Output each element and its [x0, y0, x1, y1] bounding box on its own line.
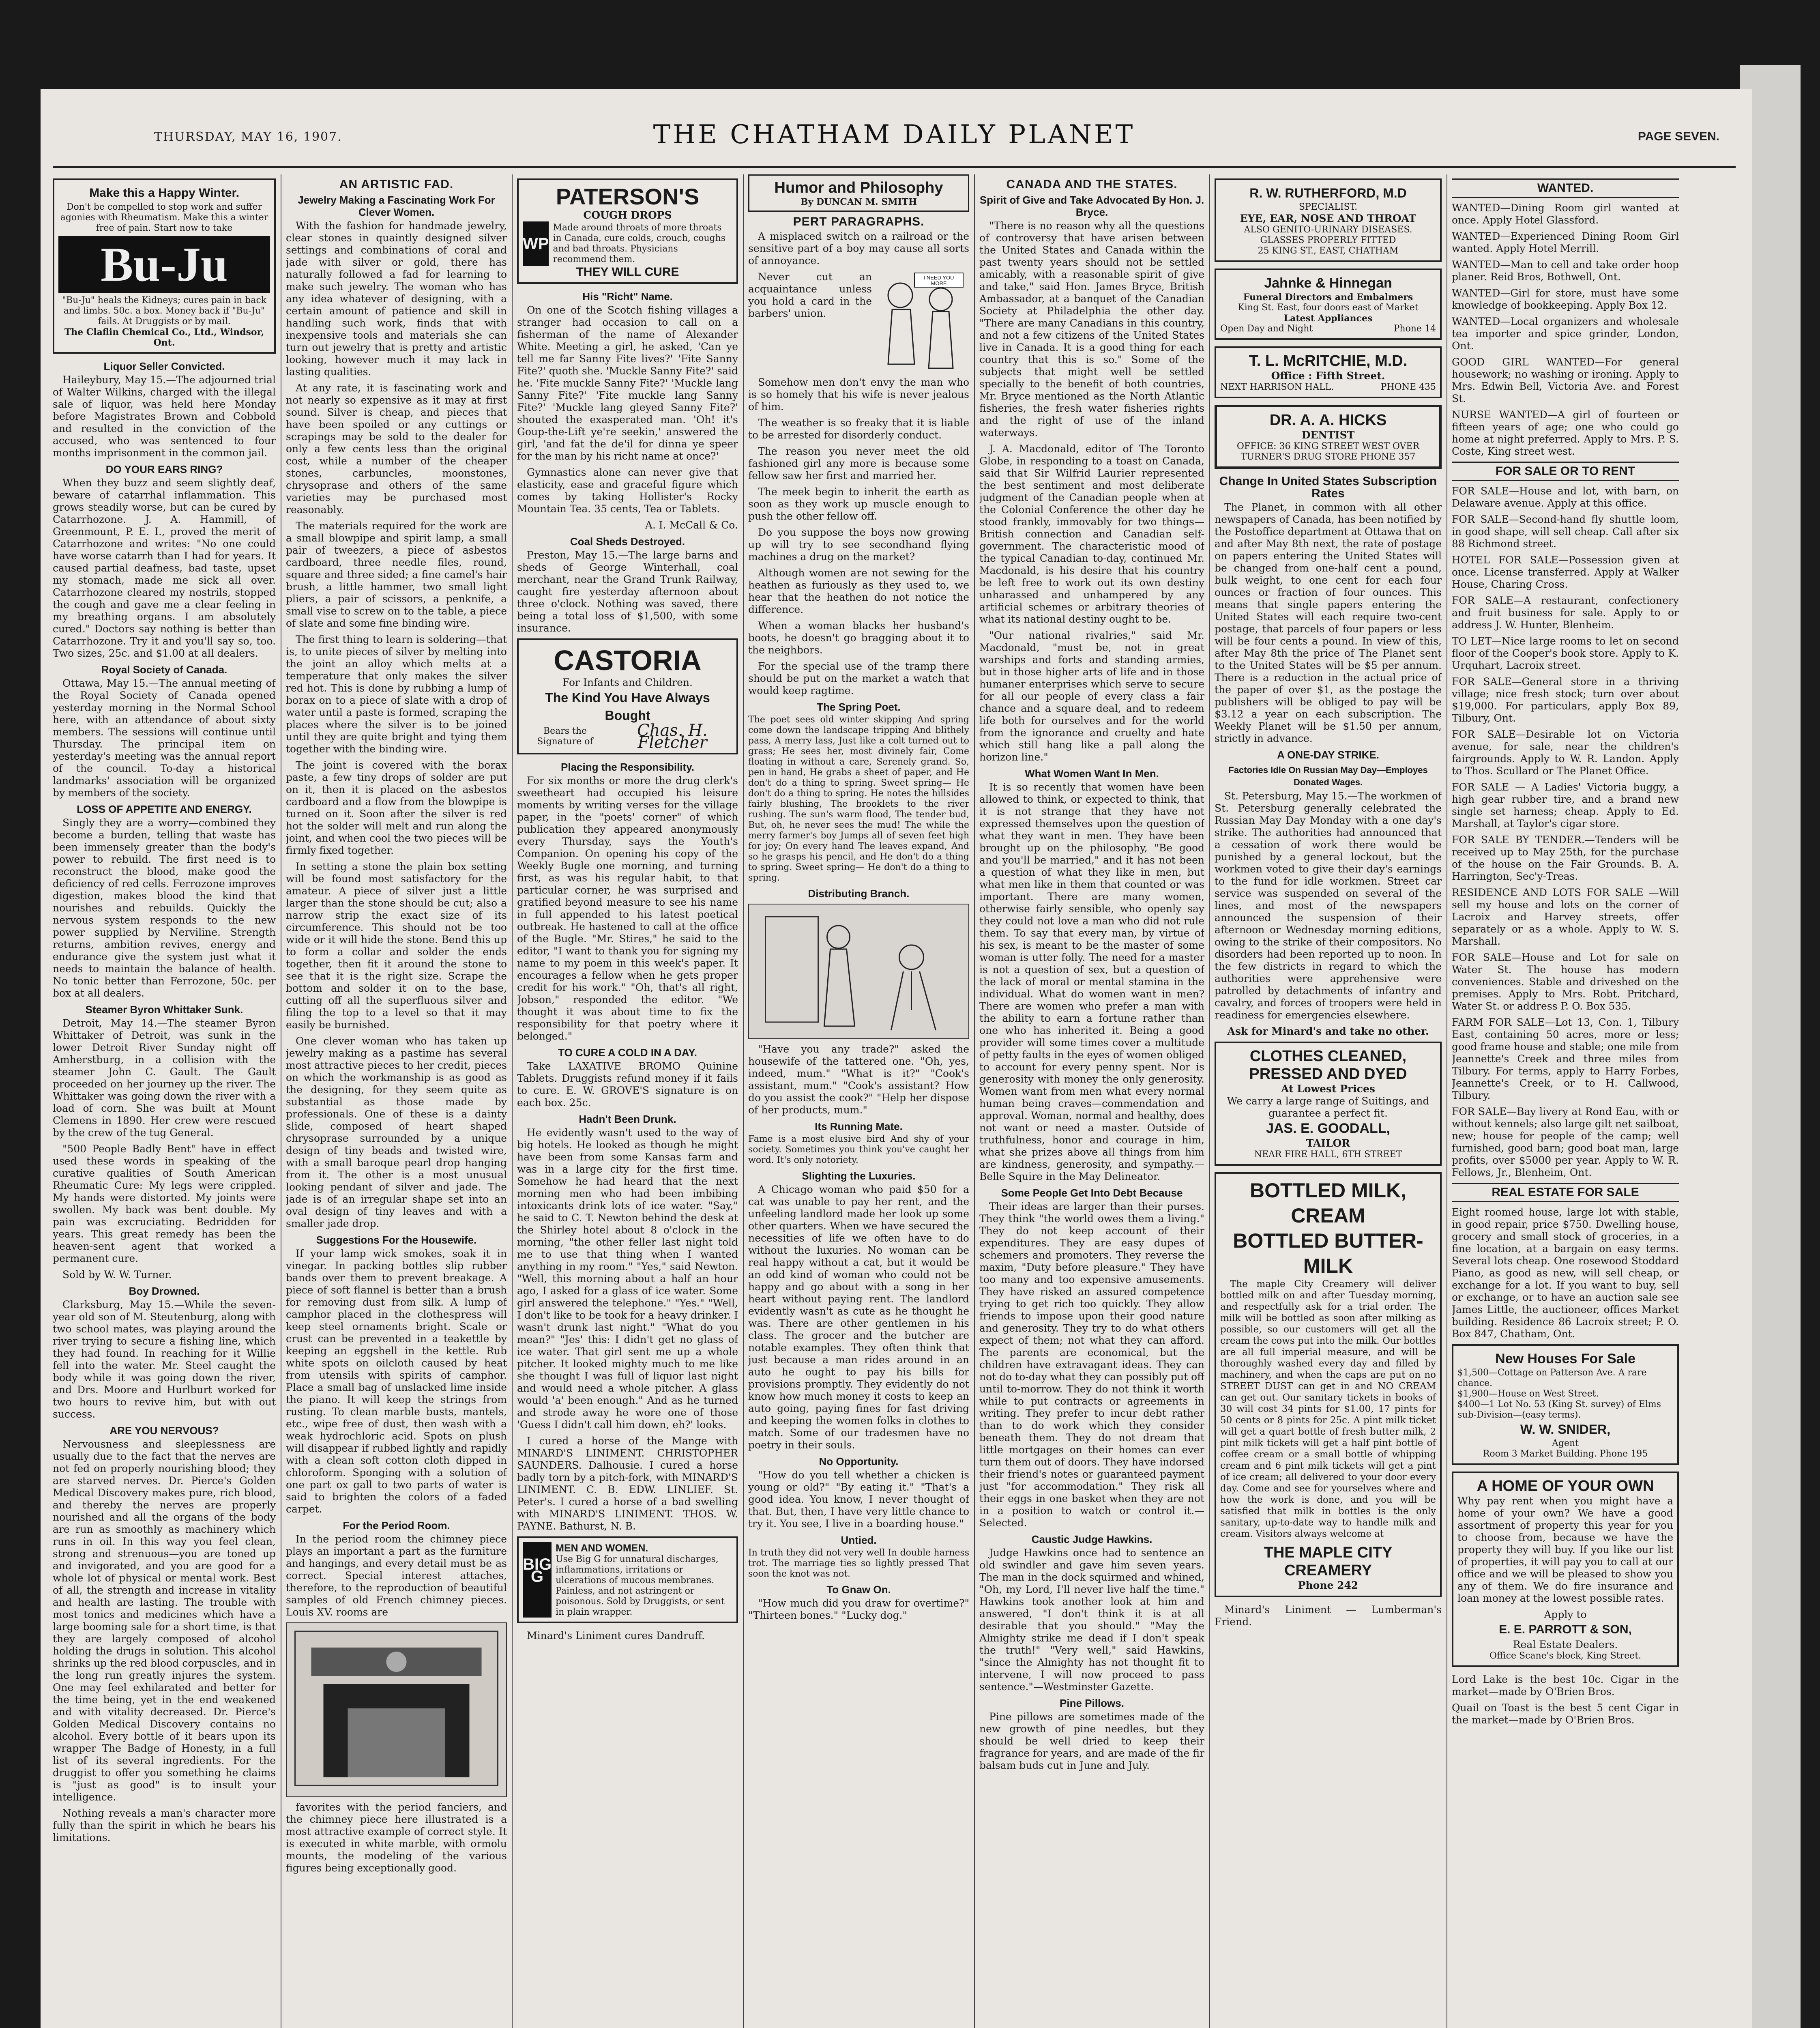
article-body: Clarksburg, May 15.—While the seven-year old son of M. Steutenburg, along with two school mates, was playing around the river trying to secure a fishing line, which they had found. In reaching for it Willie fell into the water. Mr. Steel caught the body while it was going down the river, and Drs. Moore and Hurlburt worked for two hours to revive him, but with out success.	[53, 1299, 276, 1420]
ad-body: Made around throats of more throats in Canada, cure colds, crouch, coughs and bad throats. Physicians recommend them.	[553, 223, 726, 264]
ad-headline: MEN AND WOMEN.	[556, 1542, 648, 1554]
classified-item: Lord Lake is the best 10c. Cigar in the market—made by O'Brien Bros.	[1452, 1674, 1679, 1697]
article-body: "There is no reason why all the questions of controversy that have arisen between the United States and Canada within the past twenty years should not be settled amicably, with a reasonable spirit of give and take," said Hon. James Bryce, British Ambassador, at a banquet of the Canadian Society at Philadelphia the other day. "There are many Canadians in this country, and not a few citizens of the United States live in Canada. It is a good thing for each country that this is so." Some of the subjects that might well be settled specially to the benefit of both countries, Mr. Bryce mentioned as the North Atlantic fisheries, the fresh water fisheries rights and the right of use of the inland waterways.	[979, 220, 1204, 438]
article-title: Royal Society of Canada.	[101, 664, 228, 676]
article-body: The meek begin to inherit the earth as soon as they work up muscle enough to push the other fellow off.	[748, 486, 969, 522]
article-body: The materials required for the work are a small blowpipe and spirit lamp, a small pair of tweezers, a piece of asbestos cardboard, three needle files, round, square and three sided; a fine camel's hair brush, a little hammer, two small light pliers, a pair of scissors, a penknife, a small vise to screw on to the table, a piece of slate and some fine binding wire.	[286, 520, 507, 629]
article-title: Some People Get Into Debt Because	[1001, 1187, 1183, 1199]
article-body: Gymnastics alone can never give that elasticity, ease and graceful figure which comes by taking Hollister's Rocky Mountain Tea. 35 cents, Tea or Tablets.	[517, 466, 738, 515]
page-number: PAGE SEVEN.	[1638, 130, 1719, 143]
article-body: A Chicago woman who paid $50 for a cat was unable to pay her rent, and the unfeeling landlord made her look up some other quarters. When we have secured the necessities of life we often have to do without the luxuries. No woman can be real happy without a cat, but it would be an odd kind of woman who could not be happy and go about with a song in her heart without paying rent. The landlord evidently wasn't as cute as he thought he was. There are other gentlemen in his class. The grocer and the butcher are notable examples. They often think that just because a man rides around in an auto he ought to pay his bills for provisions promptly. They evidently do not know how much money it costs to keep an auto going, paying fines for fast driving and keeping the women folks in clothes to match. Some of our tradesmen have no poetry in their souls.	[748, 1184, 969, 1451]
hicks-dentist-ad	[1215, 405, 1442, 469]
article-title: Change In United States Subscription Rates	[1219, 475, 1437, 500]
castoria-ad	[517, 638, 738, 754]
article-subtitle: Spirit of Give and Take Advocated By Hon. J. Bryce.	[979, 194, 1204, 218]
ad-line: We carry a large range of Suitings, and guarantee a perfect fit.	[1227, 1095, 1429, 1119]
classified-item: HOTEL FOR SALE—Possession given at once. License transferred. Apply at Walker House, Charing Cross.	[1452, 554, 1679, 590]
ad-headline: BOTTLED MILK, CREAM	[1249, 1179, 1407, 1227]
classified-item: FARM FOR SALE—Lot 13, Con. 1, Tilbury East, containing 50 acres, more or less; good frame house and stable; one mile from Jeannette's Creek and three miles from Tilbury. For terms, apply to Harry Forbes, Jeannette's Creek, or to H. Callwood, Tilbury.	[1452, 1016, 1679, 1101]
article-title: For the Period Room.	[343, 1519, 450, 1532]
ad-line: Office : Fifth Street.	[1271, 370, 1385, 382]
article-footer: Ask for Minard's and take no other.	[1227, 1025, 1429, 1037]
article-body: If your lamp wick smokes, soak it in vinegar. In packing bottles slip rubber bands over them to prevent breakage. A piece of soft flannel is better than a brush for removing dust from silk. A lump of camphor placed in the clothespress will keep steel ornaments bright. Scale or crust can be prevented in a teakettle by keeping an eggshell in the kettle. Rub white spots on oilcloth caused by heat from utensils with spirits of camphor. Place a small bag of unslacked lime inside the piano. It will keep the strings from rusting. To clean marble busts, mantels, etc., wipe free of dust, then wash with a weak hydrochloric acid. Spots on plush will disappear if rubbed lightly and rapidly with a clean soft cotton cloth dipped in chloroform. Sponging with a solution of one part ox gall to two parts of water is said to brighten the colors of a faded carpet.	[286, 1248, 507, 1515]
ad-body: The maple City Creamery will deliver bottled milk on and after Tuesday morning, and respectfully ask for a trial order. The milk will be bottled as soon after milking as possible, so our customers will get all the cream the cows put into the milk. Our bottles are all full imperial measure, and will be thoroughly washed every day and filled by machinery, and when the caps are put on no STREET DUST can get in and NO CREAM can get out. Our sanitary tickets in books of 30 will cost 34 pints for $1.00, 17 pints for 50 cents or 8 pints for 25c. A pint milk ticket will get a quart bottle of fresh butter milk, 2 pint milk tickets will get a half pint bottle of coffee cream or a small bottle of whipping cream and 6 pint milk tickets will get a pint of ice cream; all delivered to your door every day. Come and see for yourselves where and how the work is done, and you will be satisfied that milk in bottles is the only sanitary, up-to-date way to handle milk and cream. Visitors always welcome at	[1220, 1279, 1436, 1539]
classified-item: FOR SALE—House and Lot for sale on Water St. The house has modern conveniences. Stable and driveshed on the premises. Apply to Mrs. Robt. Pritchard, Water St. or address P. O. Box 535.	[1452, 952, 1679, 1012]
article-title: Steamer Byron Whittaker Sunk.	[85, 1003, 243, 1016]
article-subtitle: Factories Idle On Russian May Day—Employes Donated Wages.	[1228, 765, 1428, 787]
classified-item: FOR SALE—Desirable lot on Victoria avenue, for sale, near the children's fairgrounds. Apply to W. R. Landon. Apply to Thos. Scullard or The Planet Office.	[1452, 728, 1679, 777]
article-title: Placing the Responsibility.	[561, 761, 694, 773]
article-body: The reason you never meet the old fashioned girl any more is because some fellow saw her first and married her.	[748, 445, 969, 481]
classified-heading: REAL ESTATE FOR SALE	[1452, 1183, 1679, 1202]
ad-headline: New Houses For Sale	[1495, 1351, 1635, 1366]
column-1	[53, 174, 276, 2028]
tramp-drawing	[749, 904, 968, 1038]
ad-subtitle: For Infants and Children.	[562, 677, 693, 688]
article-body: The Planet, in common with all other newspapers of Canada, has been notified by the Postoffice department at Ottawa that on and after May 8th next, the rate of postage on papers entering the United States will be changed from one-half cent a pound, bulk weight, to one cent for each four ounces or fraction of four ounces. This means that single papers entering the United States will each require two-cent postage, that parcels of four papers or less will be four cents a pound. In view of this, after May 8th the price of The Planet sent to the United States will be $5 per annum. There is a reduction in the actual price of the paper of over $1, as the postage the publishers will be obliged to pay will be $3.12 a year on each subscription. The Weekly Planet will be $1.50 per annum, strictly in advance.	[1215, 501, 1442, 744]
article-title: LOSS OF APPETITE AND ENERGY.	[77, 803, 252, 815]
article-body: In the period room the chimney piece plays an important a part as the furniture and hangings, and every detail must be as correct. Special interest attaches, therefore, to the reproduction of beautiful samples of old French chimney pieces. Louis XV. rooms are	[286, 1533, 507, 1618]
article-body: Nothing reveals a man's character more fully than the spirit in which he bears his limitations.	[53, 1807, 276, 1843]
article-body: "Our national rivalries," said Mr. Macdonald, "must be, not in great warships and forts and standing armies, but in those higher arts of life and in those humaner enterprises which serve to secure for all our people of every class a fair chance and a square deal, and to redeem life both for ourselves and for the world from the ignorance and cruelty and hate which still hang like a pall along the horizon line."	[979, 629, 1204, 763]
article-body: It is so recently that women have been allowed to think, or expected to think, that it is not strange that they have not expressed themselves upon the question of what they want in men. They have been brought up on the philosophy, "Be good and you'll be married," and it has not been a question of what they like in men, but what men like in them that counted or was important. There are many women, otherwise fairly sensible, who openly say they could not love a man who did not rule them. To say that every man, by virtue of his sex, is meant to be the master of some woman is utter folly. The need for a master is not a question of sex, but a question of the lack of moral or mental stamina in the individual. What do women want in men? There are women who prefer a man with the ability to earn a fortune rather than one who has inherited it. Being a good provider will some times cover a multitude of petty faults in the eyes of women obliged to account for every penny spent. Nor is generosity with money the only generosity. Women want from men what every normal human being craves—commendation and approval. Woman, normal and healthy, does not want or need a master. Outside of truthfulness, honor and courage in him, what she prizes above all things from him are kindness, generosity, and sympathy.—Belle Squire in the May Delineator.	[979, 781, 1204, 1182]
classified-heading: FOR SALE OR TO RENT	[1452, 462, 1679, 481]
article-title: No Opportunity.	[819, 1455, 899, 1467]
section-title: Humor and Philosophy	[774, 179, 943, 196]
column-5	[979, 174, 1204, 2028]
article-title: TO CURE A COLD IN A DAY.	[558, 1046, 697, 1059]
ad-headline: CLOTHES CLEANED,	[1249, 1048, 1407, 1065]
ad-line: DENTIST	[1301, 429, 1355, 441]
ad-name: JAS. E. GOODALL,	[1266, 1121, 1391, 1136]
ad-line: ALSO GENITO-URINARY DISEASES.	[1244, 225, 1412, 235]
humor-header-box	[748, 174, 969, 212]
classified-item: TO LET—Nice large rooms to let on second floor of the Cooper's book store. Apply to K. Urquhart, Lacroix street.	[1452, 635, 1679, 671]
mcritchie-ad	[1215, 346, 1442, 398]
new-houses-ad	[1452, 1344, 1679, 1465]
ad-line: 25 KING ST., EAST, CHATHAM	[1258, 246, 1399, 256]
ad-line: $400—1 Lot No. 53 (King St. survey) of Elms sub-Division—(easy terms).	[1457, 1399, 1661, 1420]
classified-item: WANTED—Girl for store, must have some knowledge of bookkeeping. Apply Box 12.	[1452, 287, 1679, 311]
ad-line: NEAR FIRE HALL, 6TH STREET	[1254, 1149, 1402, 1160]
article-body: Their ideas are larger than their purses. They think "the world owes them a living." They do not keep account of their expenditures. They are easy dupes of schemers and promoters. They reverse the maxim, "Duty before pleasure." They have too many and too expensive amusements. They have risked an assured competence trying to get rich too quickly. They allow friends to impose upon their good nature and generosity. They try to do what others expect of them; not what they can afford. The parents are economical, but the children have extravagant ideas. They can not do to-day what they can possibly put off until to-morrow. They do not think it worth while to put contracts or agreements in writing. They prefer to incur debt rather than to do work which they consider beneath them. They do not dream that little mortgages on their homes can ever turn them out of doors. They have indorsed their friend's notes or guaranteed payment just "for accommodation." They risk all their eggs in one basket when they are not in a position to watch or control it.—Selected.	[979, 1201, 1204, 1529]
column-4	[748, 174, 969, 2028]
article-title: Boy Drowned.	[129, 1285, 200, 1297]
article-body: favorites with the period fanciers, and the chimney piece here illustrated is a most attractive example of correct style. It is executed in white marble, with ormolu mounts, the modeling of the various figures being exceptionally good.	[286, 1801, 507, 1874]
ad-phone: Phone 242	[1298, 1579, 1359, 1591]
classified-item: WANTED—Man to cell and take order hoop planer. Reid Bros, Bothwell, Ont.	[1452, 259, 1679, 283]
ad-headline: Make this a Happy Winter.	[89, 186, 239, 200]
ad-line: King St. East, four doors east of Market	[1238, 303, 1419, 313]
ad-body: Why pay rent when you might have a home of your own? We have a good assortment of property this year for you to choose from, because we have the property they will buy. If you like our list of properties, it will pay you to call at our office and we will be pleased to show you any of them. We do fire insurance and loan money at the lowest possible rates.	[1457, 1495, 1673, 1604]
ad-phone: Phone 14	[1393, 324, 1436, 334]
column-rule	[512, 174, 513, 2028]
article-body: At any rate, it is fascinating work and not nearly so expensive as it may at first sound. Silver is cheap, and pieces that have been spoiled or any cuttings or scrapings may be sold to the dealer for only a few cents less than the original cost, while a number of the cheaper stones, carbuncles, moonstones, chrysoprase and others of the same varieties may be purchased most reasonably.	[286, 382, 507, 516]
poem-body: Fame is a most elusive bird And shy of your society. Sometimes you think you've caught her word. It's only notoriety.	[748, 1134, 969, 1165]
classified-item: FOR SALE BY TENDER.—Tenders will be received up to May 25th, for the purchase of the house on the Fair Grounds. B. A. Harrington, Sec'y-Treas.	[1452, 834, 1679, 882]
article-title: DO YOUR EARS RING?	[105, 463, 223, 475]
chimney-piece-illustration	[286, 1622, 507, 1797]
article-body: Although women are not sewing for the heathen as furiously as they used to, we hear that the heathen do not notice the difference.	[748, 567, 969, 615]
ad-line: NEXT HARRISON HALL.	[1220, 382, 1334, 392]
ad-phone: PHONE 435	[1380, 382, 1436, 392]
classified-item: GOOD GIRL WANTED—For general housework; no washing or ironing. Apply to Mrs. Edwin Bell, Victoria Ave. and Forest St.	[1452, 356, 1679, 404]
column-3	[517, 174, 738, 2028]
article-body: "How do you tell whether a chicken is young or old?" "By eating it." "That's a good idea. You know, I never thought of that. But, then, I have very little chance to try it. You see, I live in a boarding house."	[748, 1469, 969, 1530]
article-body: Haileybury, May 15.—The adjourned trial of Walter Wilkins, charged with the illegal sale of liquor, was held here Monday before Magistrates Brown and Cobbold and resulted in the conviction of the accused, who was sentenced to four months imprisonment in the common jail.	[53, 374, 276, 459]
ad-line: Latest Appliances	[1283, 313, 1373, 324]
cartoon-couple-illustration	[876, 271, 969, 376]
ad-line: Room 3 Market Building. Phone 195	[1483, 1449, 1648, 1459]
ad-headline: A HOME OF YOUR OWN	[1477, 1478, 1654, 1495]
ad-headline: BOTTLED BUTTER-MILK	[1233, 1229, 1423, 1277]
article-title: Suggestions For the Housewife.	[316, 1234, 477, 1246]
ad-subtitle: COUGH DROPS	[583, 209, 672, 221]
article-body: Take LAXATIVE BROMO Quinine Tablets. Druggists refund money if it fails to cure. E. W. GROVE'S signature is on each box. 25c.	[517, 1060, 738, 1109]
classified-item: Eight roomed house, large lot with stable, in good repair, price $750. Dwelling house, grocery and small stock of groceries, in a fine location, at a bargain on easy terms. Several lots cheap. One rosewood Stoddard Piano, as good as new, will sell cheap, or exchange for a lot. If you want to buy, sell or exchange, or to have an auction sale see James Little, the auctioneer, offices Market building. Residence 86 Lacroix street; P. O. Box 847, Chatham, Ont.	[1452, 1206, 1679, 1340]
article-title: His "Richt" Name.	[582, 290, 673, 303]
big-g-ad	[517, 1536, 738, 1623]
ad-footer: "Bu-Ju" heals the Kidneys; cures pain in back and limbs. 50c. a box. Money back if "Bu-Ju" fails. At Druggists or by mail.	[62, 295, 267, 327]
ad-line: $1,900—House on West Street.	[1457, 1389, 1599, 1399]
article-title: To Gnaw On.	[826, 1583, 891, 1596]
classified-heading: WANTED.	[1452, 178, 1679, 198]
article-body: For six months or more the drug clerk's sweetheart had occupied his leisure moments by writing verses for the village paper, in the "poets' corner" of which publication they appeared anonymously every Thursday, says the Youth's Companion. On opening his copy of the Weekly Bugle one morning, and turning first, as was his regular habit, to that particular corner, he was surprised and gratified beyond measure to see his name in full appended to his latest poetical outbreak. He hastened to call at the office of the Bugle. "Mr. Stires," he said to the editor, "I want to thank you for signing my name to my poem in this week's paper. It encourages a fellow when he gets proper credit for his work." "Oh, that's all right, Jobson," responded the editor. "We thought it was about time to fix the responsibility for that poetry where it belonged."	[517, 775, 738, 1042]
classified-item: WANTED—Experienced Dining Room Girl wanted. Apply Hotel Merrill.	[1452, 230, 1679, 254]
article-body: When a woman blacks her husband's boots, he doesn't go bragging about it to the neighbors.	[748, 620, 969, 656]
poem-title: Untied.	[841, 1534, 877, 1546]
article-title: Slighting the Luxuries.	[802, 1170, 916, 1182]
ad-tagline: THEY WILL CURE	[576, 265, 679, 279]
classified-item: NURSE WANTED—A girl of fourteen or fifteen years of age; one who could go home at night preferred. Apply to Mrs. P. S. Coste, King street west.	[1452, 409, 1679, 457]
article-title: CANADA AND THE STATES.	[1006, 178, 1178, 191]
ad-brand: PATERSON'S	[556, 184, 700, 209]
article-body: When they buzz and seem slightly deaf, beware of catarrhal inflammation. This grows steadily worse, but can be cured by Catarrhozone. J. A. Hammill, of Greenmount, P. E. I., proved the merit of Catarrhozone and writes: "No one could have worse catarrh than I had for years. It caused partial deafness, bad taste, upset my stomach, made me sick all over. Catarrhozone cleared my nostrils, stopped the cough and gave me a clear feeling in my breathing organs. I am absolutely cured." Doctors say nothing is better than Catarrhozone. Try it and you'll say so, too. Two sizes, 25c. and $1.00 at all dealers.	[53, 477, 276, 659]
ad-line: Office Scane's block, King Street.	[1489, 1651, 1642, 1661]
article-title: What Women Want In Men.	[1025, 767, 1159, 780]
rutherford-ad	[1215, 178, 1442, 262]
wanted-list	[1452, 202, 1679, 458]
article-title: Liquor Seller Convicted.	[103, 360, 225, 372]
article-body: The weather is so freaky that it is liable to be arrested for disorderly conduct.	[748, 417, 969, 441]
classified-item: FOR SALE—General store in a thriving village; nice fresh stock; turn over about $19,000. For particulars, apply Box 89, Tilbury, Ont.	[1452, 676, 1679, 724]
ad-name: DR. A. A. HICKS	[1269, 412, 1387, 429]
ad-note: Bears the Signature of	[537, 726, 593, 747]
article-body: Somehow men don't envy the man who is so homely that his wife is never jealous of him.	[748, 376, 969, 412]
article-body: Ottawa, May 15.—The annual meeting of the Royal Society of Canada opened yesterday morning in the Normal School here, with an attendance of about sixty members. The sessions will continue until Thursday. The principal item on yesterday's meeting was the annual report of the council. To-day a historical landmarks' association will be organized by members of the society.	[53, 677, 276, 799]
column-rule	[974, 174, 975, 2028]
fletcher-signature: Chas. H. Fletcher	[637, 721, 708, 752]
classified-item: FOR SALE — A Ladies' Victoria buggy, a high gear rubber tire, and a brand new single set harness; cheap. Apply to Ed. Marshall, at Taylor's cigar store.	[1452, 781, 1679, 829]
poem-title: Its Running Mate.	[815, 1120, 903, 1132]
classified-item: Quail on Toast is the best 5 cent Cigar in the market—made by O'Brien Bros.	[1452, 1702, 1679, 1726]
ad-line: At Lowest Prices	[1281, 1083, 1375, 1095]
classified-item: FOR SALE—Bay livery at Rond Eau, with or without kennels; also large gilt net sailboat, new; house for people of the camp; well furnished, good barn; good boat man, large profits, over $5000 per year. Apply to W. R. Fellows, Jr., Blenheim, Ont.	[1452, 1106, 1679, 1178]
article-body: J. A. Macdonald, editor of The Toronto Globe, in responding to a toast on Canada, said that Sir Wilfrid Laurier represented the best sentiment and most deliberate judgment of the Canadian people when at the Colonial Conference the other day he stood frankly, immovably for two things—British connection and Canadian self-government. The characteristic mood of the typical Canadian to-day, continued Mr. Macdonald, is his desire that his country be left free to work out its own destiny unharassed and unhampered by any artificial schemes or arbitrary theories of what its national destiny ought to be.	[979, 443, 1204, 625]
article-signature: A. I. McCall & Co.	[645, 519, 738, 531]
article-body: "How much did you draw for overtime?" "Thirteen bones." "Lucky dog."	[748, 1597, 969, 1621]
ad-name: THE MAPLE CITY CREAMERY	[1264, 1544, 1393, 1579]
goodall-tailor-ad	[1215, 1042, 1442, 1166]
article-body: A misplaced switch on a railroad or the sensitive part of a boy may cause all sorts of annoyance.	[748, 230, 969, 266]
ad-line: Real Estate Dealers.	[1513, 1639, 1618, 1650]
article-title: ARE YOU NERVOUS?	[109, 1424, 219, 1437]
classified-item: FOR SALE—A restaurant, confectionery and fruit business for sale. Apply to or address J. W. Hunter, Blenheim.	[1452, 595, 1679, 631]
article-title: Distributing Branch.	[808, 887, 910, 900]
article-footer: Sold by W. W. Turner.	[62, 1269, 172, 1280]
classified-item: FOR SALE—House and lot, with barn, on Delaware avenue. Apply at this office.	[1452, 485, 1679, 509]
poem-body: In truth they did not very well In double harness trot. The marriage ties so lightly pressed That soon the knot was not.	[748, 1548, 969, 1579]
ad-line: Funeral Directors and Embalmers	[1243, 292, 1413, 303]
article-body: The first thing to learn is soldering—that is, to unite pieces of silver by melting into the joint an alloy which melts at a temperature that only makes the silver red hot. This is done by rubbing a lump of borax on to a piece of slate with a drop of water until a paste is formed, scraping the places where the silver is to be joined until they are quite bright and tying them together with the binding wire.	[286, 634, 507, 755]
ad-name: T. L. McRITCHIE, M.D.	[1249, 352, 1408, 370]
ad-body: Don't be compelled to stop work and suffer agonies with Rheumatism. Make this a winter free of pain. Start now to take	[60, 202, 268, 233]
classified-item: RESIDENCE AND LOTS FOR SALE —Will sell my house and lots on the corner of Lacroix and Harvey streets, offer separately or as a whole. Apply to W. S. Marshall.	[1452, 887, 1679, 947]
article-title: A ONE-DAY STRIKE.	[1277, 749, 1379, 761]
ad-line: TAILOR	[1306, 1137, 1350, 1149]
patersons-ad	[517, 178, 738, 284]
classified-item: FOR SALE—Second-hand fly shuttle loom, in good shape, will sell cheap. Call after six 88 Richmond street.	[1452, 513, 1679, 550]
article-body: "Have you any trade?" asked the housewife of the tattered one. "Oh, yes, indeed, mum." "What is it?" "Cook's assistant, mum." "Cook's assistant? How do you assist the cook?" "Help her dispose of her products, mum."	[748, 1043, 969, 1116]
issue-date: THURSDAY, MAY 16, 1907.	[154, 130, 342, 144]
cartoon-drawing	[876, 271, 969, 376]
ad-headline: PRESSED AND DYED	[1249, 1066, 1407, 1083]
masthead	[53, 97, 1736, 168]
article-body: Singly they are a worry—combined they become a burden, telling that waste has been immensely greater than the body's power to rebuild. The first need is to reconstruct the blood, make good the deficiency of red cells. Ferrozone improves digestion, makes blood the kind that nourishes and rebuilds. Quickly the nervous system responds to the new power supplied by Nerviline. Strength returns, ambition revives, energy and endurance give the system just what it needs to maintain the balance of health. No tonic better than Ferrozone, 50c. per box at all dealers.	[53, 817, 276, 999]
article-title: PERT PARAGRAPHS.	[793, 215, 925, 228]
ad-line: Apply to	[1544, 1609, 1587, 1620]
wp-logo: WP	[523, 221, 549, 266]
article-body: For the special use of the tramp there should be put on the market a watch that would keep ragtime.	[748, 660, 969, 696]
article-body: Do you suppose the boys now growing up will try to see secondhand flying machines a drug on the market?	[748, 526, 969, 563]
ad-brand: Bu-Ju	[58, 236, 270, 293]
ad-line: GLASSES PROPERLY FITTED	[1260, 235, 1396, 245]
article-footer: Minard's Liniment — Lumberman's Friend.	[1215, 1604, 1442, 1628]
poem-title: The Spring Poet.	[817, 701, 901, 713]
classified-item: WANTED—Local organizers and wholesale tea importer and spice grinder, London, Ont.	[1452, 316, 1679, 352]
bu-ju-ad	[53, 178, 276, 354]
ad-name: Jahnke & Hinnegan	[1264, 275, 1392, 291]
article-body: Never cut an acquaintance unless you hold a card in the barbers' union.	[748, 271, 872, 319]
jahnke-hinnegan-ad	[1215, 269, 1442, 340]
article-title: Pine Pillows.	[1060, 1697, 1124, 1709]
article-title: AN ARTISTIC FAD.	[339, 178, 454, 191]
article-body: "500 People Badly Bent" have in effect used these words in speaking of the curative qualities of South American Rheumatic Cure: My legs were crippled. My hands were distorted. My joints were swollen. My back was bent double. My pain was excruciating. Bedridden for years. This great remedy has been the heaven-sent agent that worked a permanent cure.	[53, 1143, 276, 1264]
article-subtitle: Jewelry Making a Fascinating Work For Clever Women.	[298, 194, 495, 218]
newspaper-title: THE CHATHAM DAILY PLANET	[653, 120, 1135, 150]
column-rule	[1209, 174, 1210, 2028]
ad-brand: CASTORIA	[554, 644, 702, 676]
ad-line: $1,500—Cottage on Patterson Ave. A rare chance.	[1457, 1368, 1647, 1388]
ad-name: W. W. SNIDER,	[1520, 1422, 1611, 1437]
article-body: I cured a horse of the Mange with MINARD'S LINIMENT. CHRISTOPHER SAUNDERS. Dalhousie. I cured a horse badly torn by a pitch-fork, with MINARD'S LINIMENT. C. B. EDW. LINLIEF. St. Peter's. I cured a horse of a bad swelling with MINARD'S LINIMENT. THOS. W. PAYNE. Bathurst, N. B.	[517, 1435, 738, 1532]
ad-line: Agent	[1552, 1438, 1579, 1448]
column-2	[286, 174, 507, 2028]
big-g-logo: BIG G	[523, 1542, 552, 1618]
article-body: In setting a stone the plain box setting will be found most satisfactory for the amateur. A piece of silver just a little larger than the stone should be cut; also a narrow strip the exact size of its circumference. This should not be too wide or it will hide the stone. Bend this up to form a collar and solder the ends together, then fit it around the stone to see that it is the right size. Scrape the bottom and solder it on to the base, cutting off all the superfluous silver and filing the top to a level so that it may easily be burnished.	[286, 861, 507, 1031]
poem-body: The poet sees old winter skipping And spring come down the landscape tripping And blithely pass, A merry lass, Just like a colt turned out to grass; He sees her, most divinely fair, Come floating in without a care, Serenely grand. So, pen in hand, He grabs a sheet of paper, and He don't do a thing to spring. Sweet spring— He don't do a thing to spring. He notes the hillsides fairly blushing, The brooklets to the river rushing. The sun's warm flood, The tender bud, But, oh, he never sees the mud! The while the merry farmer's boy Jumps all of seven feet high for joy; On every hand The leaves expand, And so he grasps his pencil, and He don't do a thing to spring. Sweet spring— He don't do a thing to spring.	[748, 715, 969, 883]
article-body: With the fashion for handmade jewelry, clear stones in quaintly designed silver settings and combinations of coral and jade with silver or gold, there has naturally followed a fad for learning to make such jewelry. The woman who has any idea whatever of designing, with a certain amount of patience and skill in handling such work, finds that with inexpensive tools and materials she can turn out jewelry that is pretty and artistic looking, however much it may lack in lasting qualities.	[286, 220, 507, 378]
article-body: St. Petersburg, May 15.—The workmen of St. Petersburg generally celebrated the Russian May Day Monday with a one day's strike. The authorities had announced that a cessation of work there would be punished by a general lockout, but the workmen voted to give their day's earnings to the fund for idle workmen. Street car service was suspended on several of the lines, and most of the newspapers announced the suspension of their afternoon or Wednesday morning editions, owing to the strike of their compositors. No disorders had been reported up to noon. In the few districts in regard to which the authorities were apprehensive were patrolled by detachments of infantry and cavalry, and forces of troopers were held in readiness for emergencies elsewhere.	[1215, 790, 1442, 1021]
home-of-your-own-ad	[1452, 1472, 1679, 1667]
tramp-housewife-illustration	[748, 904, 969, 1039]
article-title: Coal Sheds Destroyed.	[570, 535, 685, 548]
article-body: One clever woman who has taken up jewelry making as a pastime has several most attractive pieces to her credit, pieces on which the workmanship is as good as the designing, for they seem quite as substantial as those made by professionals. One of these is a dainty slide, composed of heart shaped chrysoprase surrounded by a unique design of tiny beads and twisted wire, with a small baroque pearl drop hanging from it. The other is a most unusual looking pendant of silver and jade. The jade is of an irregular shape set into an oval design of tiny leaves and with a smaller jade drop.	[286, 1035, 507, 1229]
chimney-piece-drawing	[287, 1623, 506, 1794]
article-body: Pine pillows are sometimes made of the new growth of pine needles, but they should be well dried to keep their fragrance for years, and are made of the fir balsam buds cut in June and July.	[979, 1711, 1204, 1771]
article-body: Preston, May 15.—The large barns and sheds of George Winterhall, coal merchant, near the Grand Trunk Railway, caught fire yesterday afternoon about three o'clock. Nothing was saved, there being a total loss of $1,500, with some insurance.	[517, 549, 738, 634]
ad-company: The Claflin Chemical Co., Ltd., Windsor, Ont.	[64, 327, 264, 348]
ad-line: Open Day and Night	[1220, 324, 1313, 334]
article-body: He evidently wasn't used to the way of big hotels. He looked as though he might have been from some Kansas farm and was in a large city for the first time. Somehow he had heard that the next morning men who had been imbibing intoxicants drink lots of ice water. "Say," he said to C. T. Newton behind the desk at the Shirley hotel about 8 o'clock in the morning, "the other feller last night told me to use that thing when I wanted anything in my room." "Yes," said Newton. "Well, this morning about a half an hour ago, I asked for a glass of ice water. Some girl answered the telephone." "Yes." "Well, I don't like to be took for a heavy drinker. I wasn't drunk last night." "What do you mean?" "Jes' this: I didn't get no glass of ice water. That girl sent me up a whole pitcher. It looked mighty much to me like she thought I was full of liquor last night and would need a whole pitcher. A glass would 'a' been enough." And as he turned and strode away he wore one of those 'Guess I didn't call him down, eh?' looks.	[517, 1127, 738, 1431]
cartoon-speech: I NEED YOU MORE	[923, 275, 954, 286]
article-body: Minard's Liniment cures Dandruff.	[527, 1630, 705, 1641]
article-title: Hadn't Been Drunk.	[579, 1113, 676, 1125]
ad-tagline: The Kind You Have Always Bought	[545, 690, 710, 723]
column-6	[1215, 174, 1442, 2028]
article-title: Caustic Judge Hawkins.	[1031, 1533, 1153, 1545]
ad-line: SPECIALIST.	[1298, 202, 1358, 212]
column-rule	[743, 174, 744, 2028]
ad-name: E. E. PARROTT & SON,	[1499, 1623, 1632, 1636]
article-body: The joint is covered with the borax paste, a few tiny drops of solder are put on it, then it is placed on the asbestos cardboard and a flow from the blowpipe is turned on it. Soon after the silver is red hot the solder will melt and run along the joint, and when cool the two pieces will be firmly fixed together.	[286, 759, 507, 856]
ad-body: Use Big G for unnatural discharges, inflammations, irritations or ulcerations of mucous membranes. Painless, and not astringent or poisonous. Sold by Druggists, or sent in plain wrapper.	[556, 1554, 725, 1617]
article-body: Detroit, May 14.—The steamer Byron Whittaker of Detroit, was sunk in the lower Detroit River Sunday night off Amherstburg, in a collision with the steamer John C. Gault. The Gault proceeded on her journey up the river. The Whittaker was going down the river with a load of corn. She was built at Mount Clemens in 1890. Her crew were rescued by the crew of the tug General.	[53, 1017, 276, 1139]
ad-line: EYE, EAR, NOSE AND THROAT	[1240, 213, 1417, 224]
byline: By DUNCAN M. SMITH	[800, 197, 917, 207]
maple-city-creamery-ad	[1215, 1172, 1442, 1597]
ad-name: R. W. RUTHERFORD, M.D	[1249, 186, 1407, 200]
classified-item: WANTED—Dining Room girl wanted at once. Apply Hotel Glassford.	[1452, 202, 1679, 226]
article-body: Nervousness and sleeplessness are usually due to the fact that the nerves are not fed on properly nourishing blood; they are starved nerves. Dr. Pierce's Golden Medical Discovery makes pure, rich blood, and thereby the nerves are properly nourished and all the organs of the body are run as smoothly as machinery which runs in oil. In this way you feel clean, strong and strenuous—you are toned up and invigorated, and you are good for a whole lot of physical or mental work. Best of all, the strength and increase in vitality and health are lasting. The trouble with most tonics and medicines which have a large booming sale for a short time, is that they are largely composed of alcohol holding the drugs in solution. This alcohol shrinks up the red blood corpuscles, and in the long run greatly injures the system. One may feel exhilarated and better for the time being, yet in the end weakened and with vitality decreased. Dr. Pierce's Golden Medical Discovery contains no alcohol. Every bottle of it bears upon its wrapper The Badge of Honesty, in a full list of its several ingredients. For the druggist to offer you something he claims is "just as good" is to insult your intelligence.	[53, 1438, 276, 1803]
article-body: Judge Hawkins once had to sentence an old swindler and gave him seven years. The man in the dock squirmed and whined, "Oh, my Lord, I'll never live half the time." Hawkins took another look at him and answered, "I don't think it is at all desirable that you should." "May the Almighty strike me dead if I don't speak the truth!" "Very well," said Hawkins, "since the Almighty has not thought fit to intervene, I will now proceed to pass sentence."—Westminster Gazette.	[979, 1547, 1204, 1693]
column-7	[1452, 174, 1679, 2028]
article-body: On one of the Scotch fishing villages a stranger had occasion to call on a fisherman of the name of Alexander White. Meeting a girl, he asked, 'Can ye tell me far Sanny Fite lives?' 'Fite Sanny Fite?' quoth she. 'Muckle Sanny Fite?' said he. 'Fite muckle Sanny Fite?' 'Muckle lang Sanny Fite?' 'Fite muckle lang Sanny Fite?' 'Muckle lang gleyed Sanny Fite?' shouted the exasperated man. 'Oh! it's Goup-the-Lift ye're seekin,' answered the girl, 'and fat the de'il for dinna ye speer for the man by his richt name at once?'	[517, 304, 738, 462]
ad-line: OFFICE: 36 KING STREET WEST OVER TURNER'S DRUG STORE PHONE 357	[1236, 441, 1420, 462]
for-sale-list	[1452, 485, 1679, 1179]
